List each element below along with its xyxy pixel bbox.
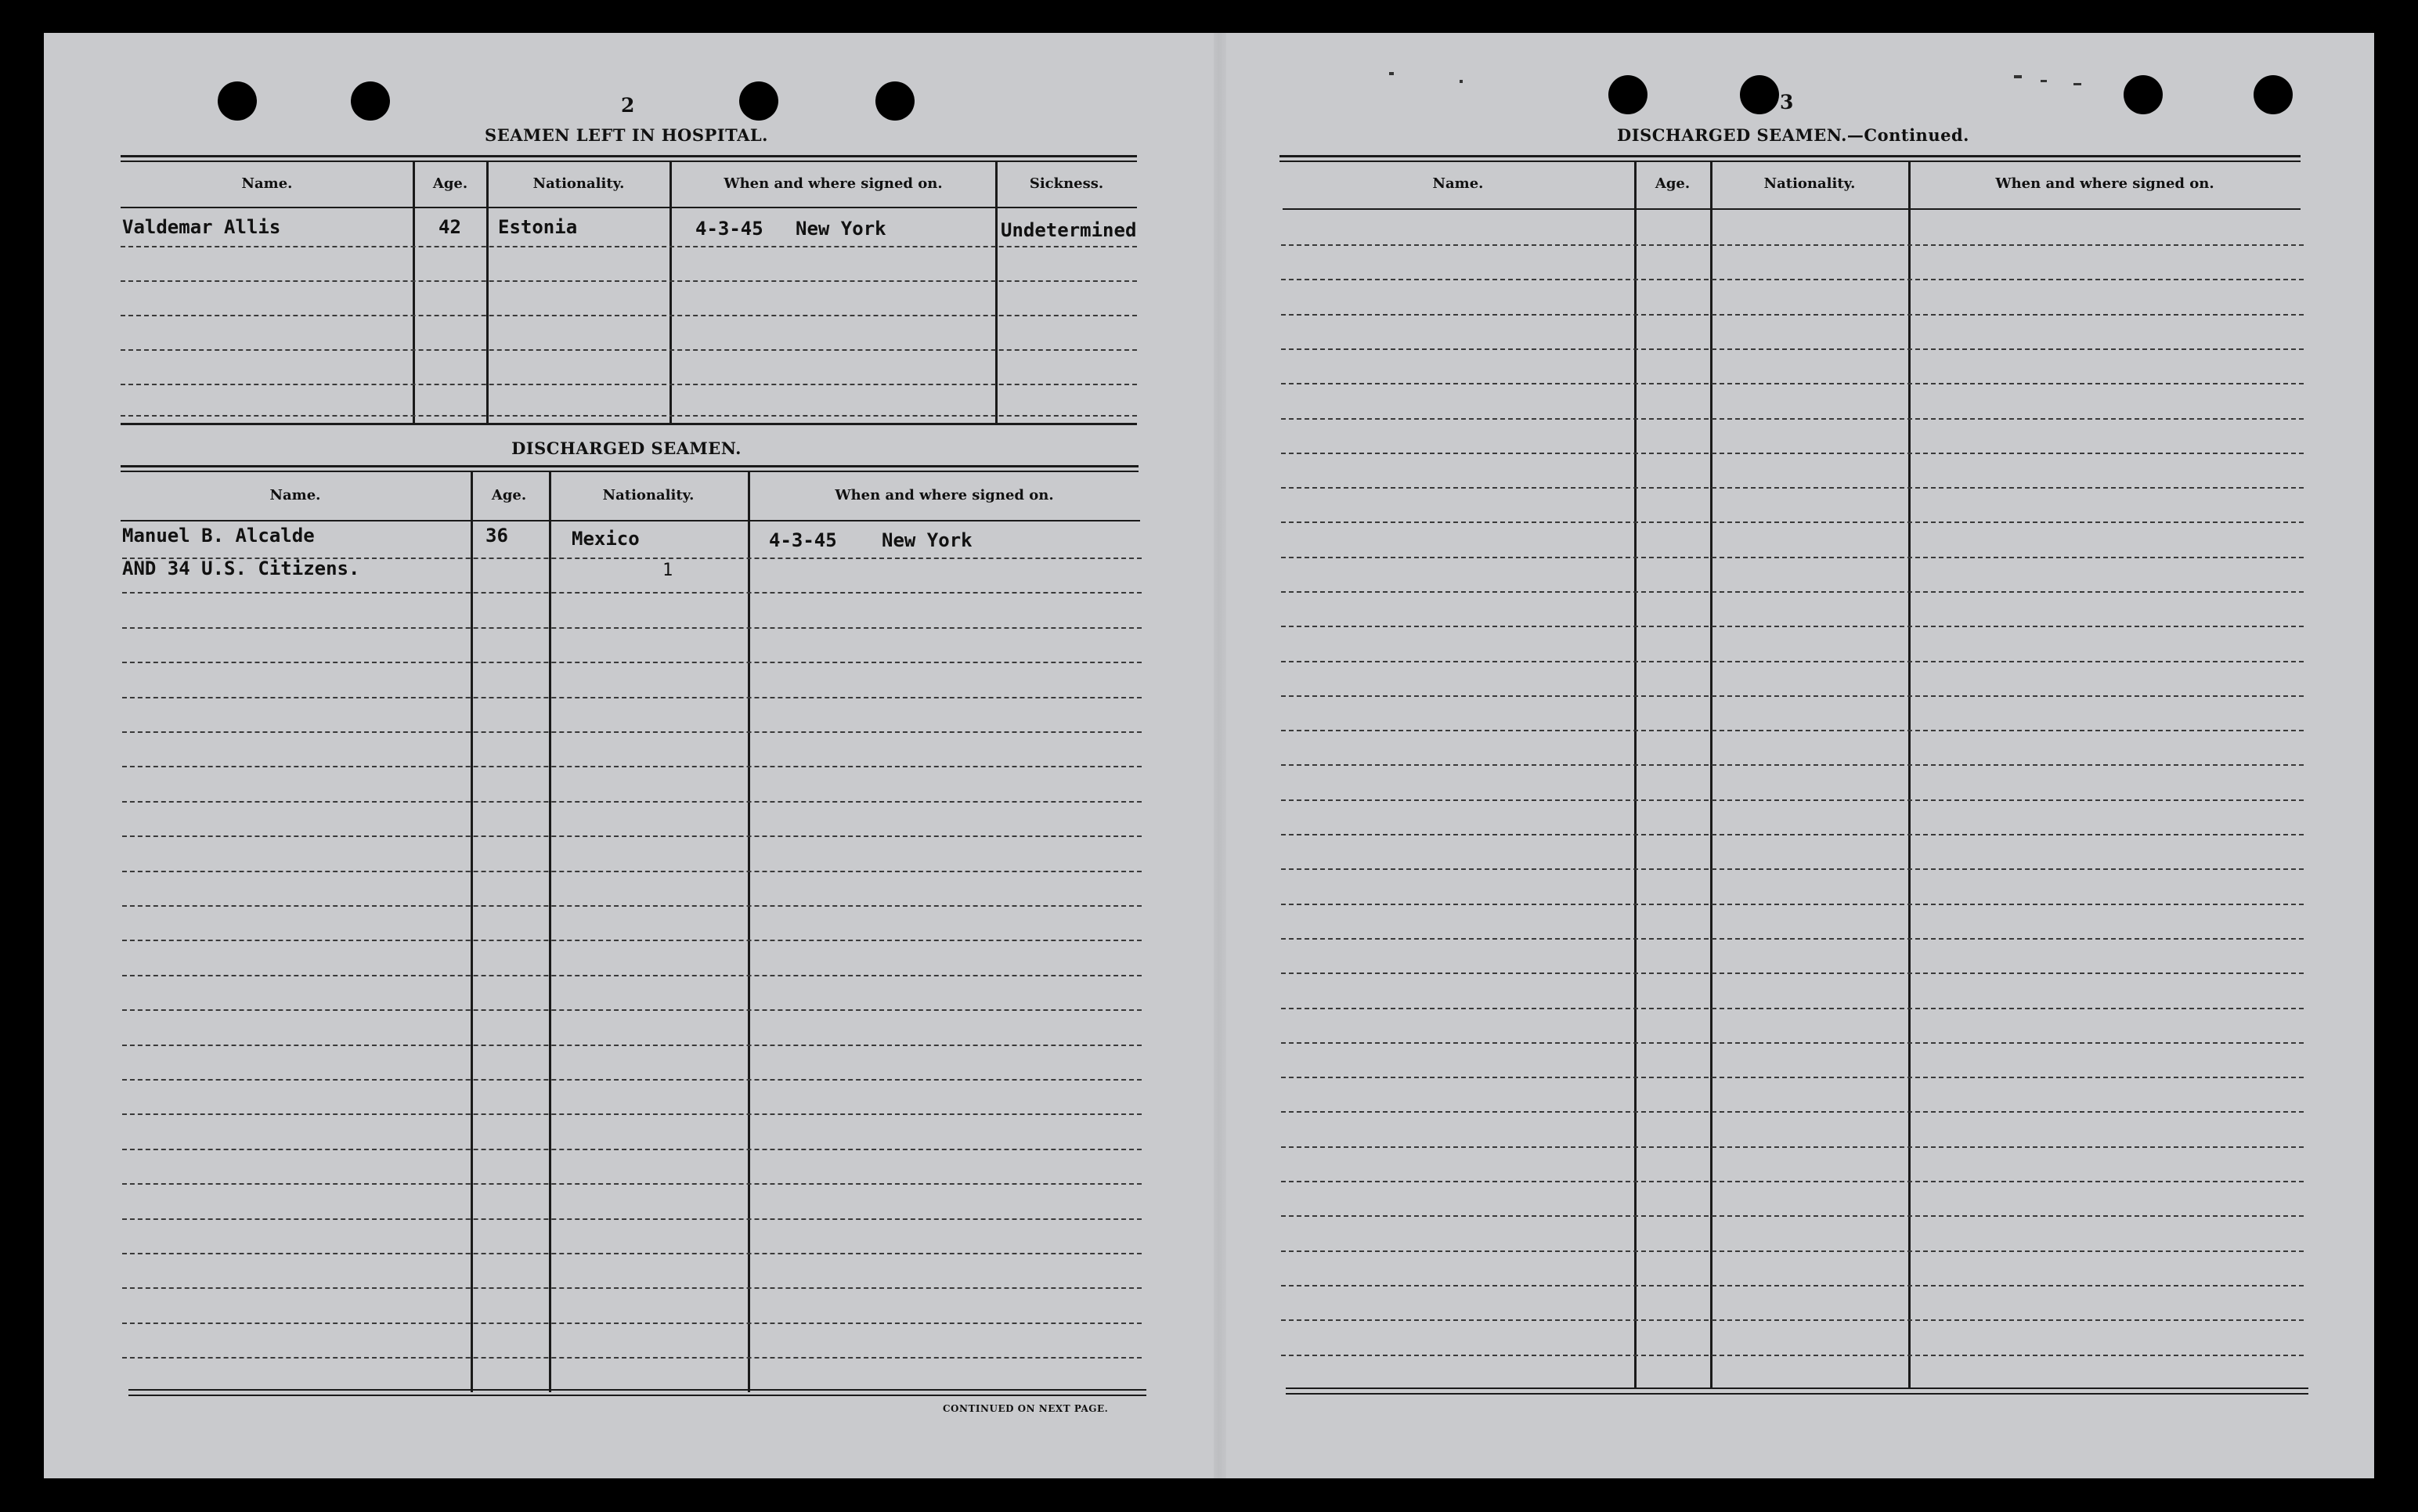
row-line: [122, 627, 1142, 629]
row-line: [1281, 1250, 2304, 1252]
col-header-nationality: Nationality.: [1763, 175, 1856, 192]
hospital-section-title: SEAMEN LEFT IN HOSPITAL.: [485, 125, 768, 145]
punch-hole: [2124, 75, 2163, 114]
signed-on-date: 4-3-45: [695, 218, 763, 240]
row-line: [1281, 799, 2304, 801]
signed-on-place: New York: [882, 529, 973, 551]
seaman-sickness: Undetermined: [1001, 219, 1137, 241]
col-header-nationality: Nationality.: [532, 175, 625, 192]
row-line: [122, 731, 1142, 733]
table-top-rule: [121, 161, 1137, 162]
row-line: [121, 384, 1137, 385]
seaman-name: Valdemar Allis: [122, 216, 281, 238]
col-header-age: Age.: [491, 487, 527, 503]
seaman-age: 36: [485, 525, 508, 547]
row-line: [1281, 1319, 2304, 1321]
column-divider: [1634, 161, 1637, 1388]
row-line: [122, 835, 1142, 837]
row-line: [121, 349, 1137, 351]
seaman-nationality: Mexico: [572, 528, 640, 550]
row-line: [1281, 383, 2304, 384]
row-line: [1281, 904, 2304, 905]
page-number: 3: [1780, 91, 1794, 114]
col-header-signed-on: When and where signed on.: [724, 175, 943, 192]
row-line: [1281, 487, 2304, 489]
row-line: [122, 940, 1142, 941]
row-line: [122, 975, 1142, 976]
row-line: [122, 905, 1142, 907]
table-top-rule: [121, 155, 1137, 157]
punch-hole: [875, 81, 915, 121]
seaman-name: AND 34 U.S. Citizens.: [122, 558, 360, 579]
header-rule: [121, 207, 1137, 208]
row-line: [121, 246, 1137, 247]
row-line: [1281, 314, 2304, 316]
row-line: [1281, 244, 2304, 246]
row-line: [122, 1045, 1142, 1046]
column-divider: [1908, 161, 1911, 1388]
col-header-name: Name.: [1432, 175, 1484, 192]
discharged-section-title: DISCHARGED SEAMEN.: [511, 438, 742, 458]
page-fold: [1214, 33, 1226, 1478]
row-line: [122, 697, 1142, 698]
row-line: [1281, 1077, 2304, 1078]
row-line: [1281, 695, 2304, 697]
row-line: [1281, 938, 2304, 940]
row-line: [1281, 868, 2304, 870]
table-top-rule: [121, 471, 1139, 472]
header-rule: [121, 520, 1140, 521]
row-line: [122, 871, 1142, 872]
discharged-continued-title: DISCHARGED SEAMEN.—Continued.: [1617, 125, 1969, 145]
table-top-rule: [1279, 155, 2301, 157]
col-header-age: Age.: [1655, 175, 1691, 192]
row-line: [1281, 1146, 2304, 1148]
table-bottom-rule: [1286, 1393, 2308, 1395]
row-line: [1281, 1008, 2304, 1009]
ink-mark: [1460, 80, 1463, 83]
punch-hole: [1608, 75, 1647, 114]
punch-hole: [1740, 75, 1779, 114]
seaman-name: Manuel B. Alcalde: [122, 525, 315, 547]
punch-hole: [2254, 75, 2293, 114]
ink-mark: [1389, 72, 1394, 75]
row-line: [122, 1113, 1142, 1115]
row-line: [122, 1357, 1142, 1359]
signed-on-date: 4-3-45: [769, 529, 837, 551]
ink-mark: [2014, 75, 2022, 78]
continued-footer: CONTINUED ON NEXT PAGE.: [943, 1403, 1109, 1414]
col-header-signed-on: When and where signed on.: [835, 487, 1054, 503]
table-top-rule: [121, 465, 1139, 467]
row-line: [122, 1079, 1142, 1081]
document-sheet: [44, 33, 2374, 1478]
ink-mark: [2073, 83, 2081, 85]
col-header-name: Name.: [241, 175, 293, 192]
row-line: [1281, 591, 2304, 593]
row-line: [122, 1009, 1142, 1011]
row-line: [122, 662, 1142, 663]
col-header-name: Name.: [269, 487, 321, 503]
row-line: [122, 766, 1142, 767]
row-line: [1281, 557, 2304, 558]
table-bottom-rule: [128, 1395, 1146, 1396]
table-bottom-rule: [121, 423, 1137, 425]
table-top-rule: [1279, 161, 2301, 162]
row-line: [1281, 730, 2304, 731]
col-header-age: Age.: [432, 175, 468, 192]
row-line: [1281, 764, 2304, 766]
row-line: [122, 1253, 1142, 1254]
col-header-nationality: Nationality.: [602, 487, 695, 503]
seaman-nationality: Estonia: [498, 216, 578, 238]
col-header-sickness: Sickness.: [1029, 175, 1104, 192]
header-rule: [1283, 208, 2301, 210]
row-line: [1281, 1111, 2304, 1113]
row-line: [1281, 973, 2304, 974]
row-line: [1281, 1181, 2304, 1182]
punch-hole: [739, 81, 778, 121]
row-line: [1281, 279, 2304, 280]
page-number: 2: [621, 94, 635, 117]
row-line: [1281, 1285, 2304, 1286]
table-bottom-rule: [128, 1389, 1146, 1391]
row-line: [1281, 418, 2304, 420]
row-line: [1281, 348, 2304, 350]
row-line: [1281, 1215, 2304, 1217]
row-line: [122, 801, 1142, 803]
row-line: [1281, 626, 2304, 627]
punch-hole: [218, 81, 257, 121]
seaman-nationality: 1: [662, 561, 673, 580]
table-bottom-rule: [1286, 1388, 2308, 1389]
signed-on-place: New York: [796, 218, 886, 240]
seaman-age: 42: [438, 216, 461, 238]
row-line: [121, 315, 1137, 316]
row-line: [122, 1218, 1142, 1220]
row-line: [1281, 1355, 2304, 1356]
row-line: [1281, 1042, 2304, 1044]
ink-mark: [2041, 80, 2047, 82]
row-line: [122, 1323, 1142, 1324]
row-line: [1281, 661, 2304, 662]
col-header-signed-on: When and where signed on.: [1995, 175, 2214, 192]
row-line: [1281, 834, 2304, 835]
row-line: [122, 592, 1142, 594]
row-line: [1281, 453, 2304, 454]
row-line: [122, 1183, 1142, 1185]
row-line: [121, 415, 1137, 417]
punch-hole: [351, 81, 390, 121]
row-line: [121, 280, 1137, 282]
row-line: [1281, 521, 2304, 523]
column-divider: [1710, 161, 1712, 1388]
row-line: [122, 1287, 1142, 1289]
row-line: [122, 1149, 1142, 1150]
